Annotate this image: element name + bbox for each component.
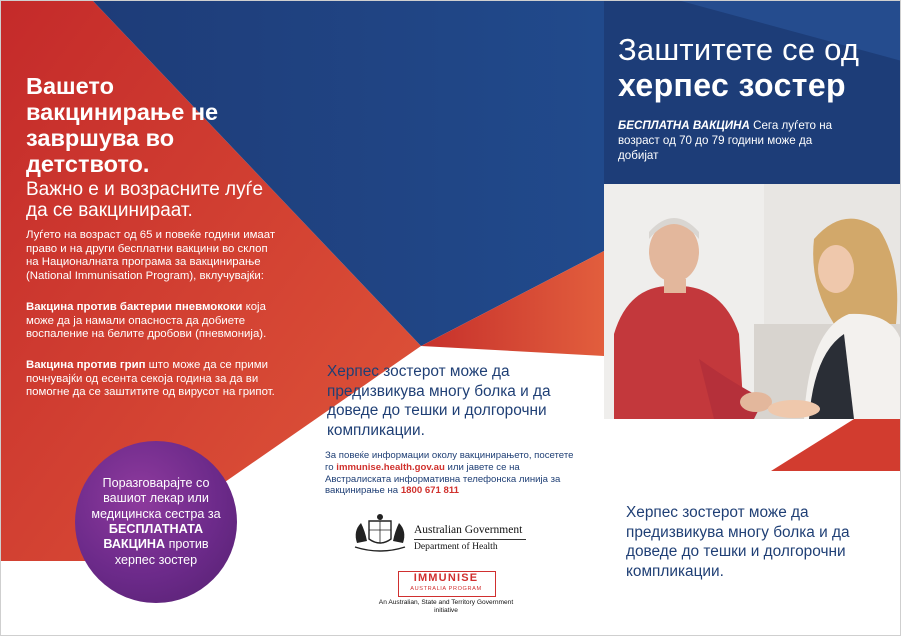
cover-title-line1: Заштитете се од xyxy=(618,32,860,67)
cover-title-line2: херпес зостер xyxy=(618,67,846,103)
gov-divider xyxy=(414,539,526,540)
left-intro: Луѓето на возраст од 65 и повеќе години имаат право и на други бесплатни вакцини во склоп на Националната програма за вакцинирање (National Immunisation Program), вклучувајќи: xyxy=(26,229,276,282)
immunise-logo-text: IMMUNISE xyxy=(413,572,479,584)
talk-text-part2: против херпес зостер xyxy=(114,537,209,567)
free-vaccine-text xyxy=(618,118,848,163)
info-part2: или јавете се на Австралиската информативна телефонска линија за вакцинирање на xyxy=(325,461,561,497)
info-phone-number[interactable]: 1800 671 811 xyxy=(400,485,459,497)
gov-department: Department of Health xyxy=(414,541,498,552)
info-text xyxy=(325,450,577,497)
immunise-logo-subtext: AUSTRALIA PROGRAM xyxy=(410,586,482,592)
talk-to-doctor-text xyxy=(86,476,226,568)
initiative-text: An Australian, State and Territory Government initiative xyxy=(378,599,514,614)
flu-bold: Вакцина против грип xyxy=(26,359,146,371)
flu-paragraph xyxy=(26,359,276,400)
left-subheading: Важно е и возрасните луѓе да се вакцинираат. xyxy=(26,179,264,221)
talk-text-bold: БЕСПЛАТНАТА ВАКЦИНА xyxy=(103,522,204,552)
info-website-link[interactable]: immunise.health.gov.au xyxy=(336,461,445,473)
left-heading: Вашето вакцинирање не завршува во детството. xyxy=(26,73,219,177)
flu-rest: што може да се прими почнувајќи од есента секоја година за да ви помогне да се заштитите од вирусот на грипот. xyxy=(26,359,275,399)
free-vaccine-rest: Сега луѓето на возраст од 70 до 79 години може да добијат xyxy=(618,119,833,162)
talk-text-part1: Поразговарајте со вашиот лекар или медицинска сестра за xyxy=(91,475,221,521)
middle-statement: Херпес зостерот може да предизвикува многу болка и да доведе до тешки и долгорочни компликации. xyxy=(327,363,551,439)
pneumo-bold: Вакцина против бактерии пневмококи xyxy=(26,301,243,313)
gov-name: Australian Government xyxy=(414,524,523,536)
pneumococcal-paragraph xyxy=(26,301,276,342)
patient-nurse-photo xyxy=(604,184,901,419)
coat-of-arms-icon xyxy=(349,513,411,557)
info-part1: За повеќе информации околу вакцинирањето, посетете го xyxy=(325,450,574,473)
pneumo-rest: која може да ја намали опасноста да добиете воспаление на белите дробови (пневмонија). xyxy=(26,301,267,341)
free-vaccine-bold: БЕСПЛАТНА ВАКЦИНА xyxy=(618,119,750,132)
talk-to-doctor-circle xyxy=(75,441,237,603)
right-bottom-statement: Херпес зостерот може да предизвикува многу болка и да доведе до тешки и долгорочни компликации. xyxy=(626,504,850,580)
